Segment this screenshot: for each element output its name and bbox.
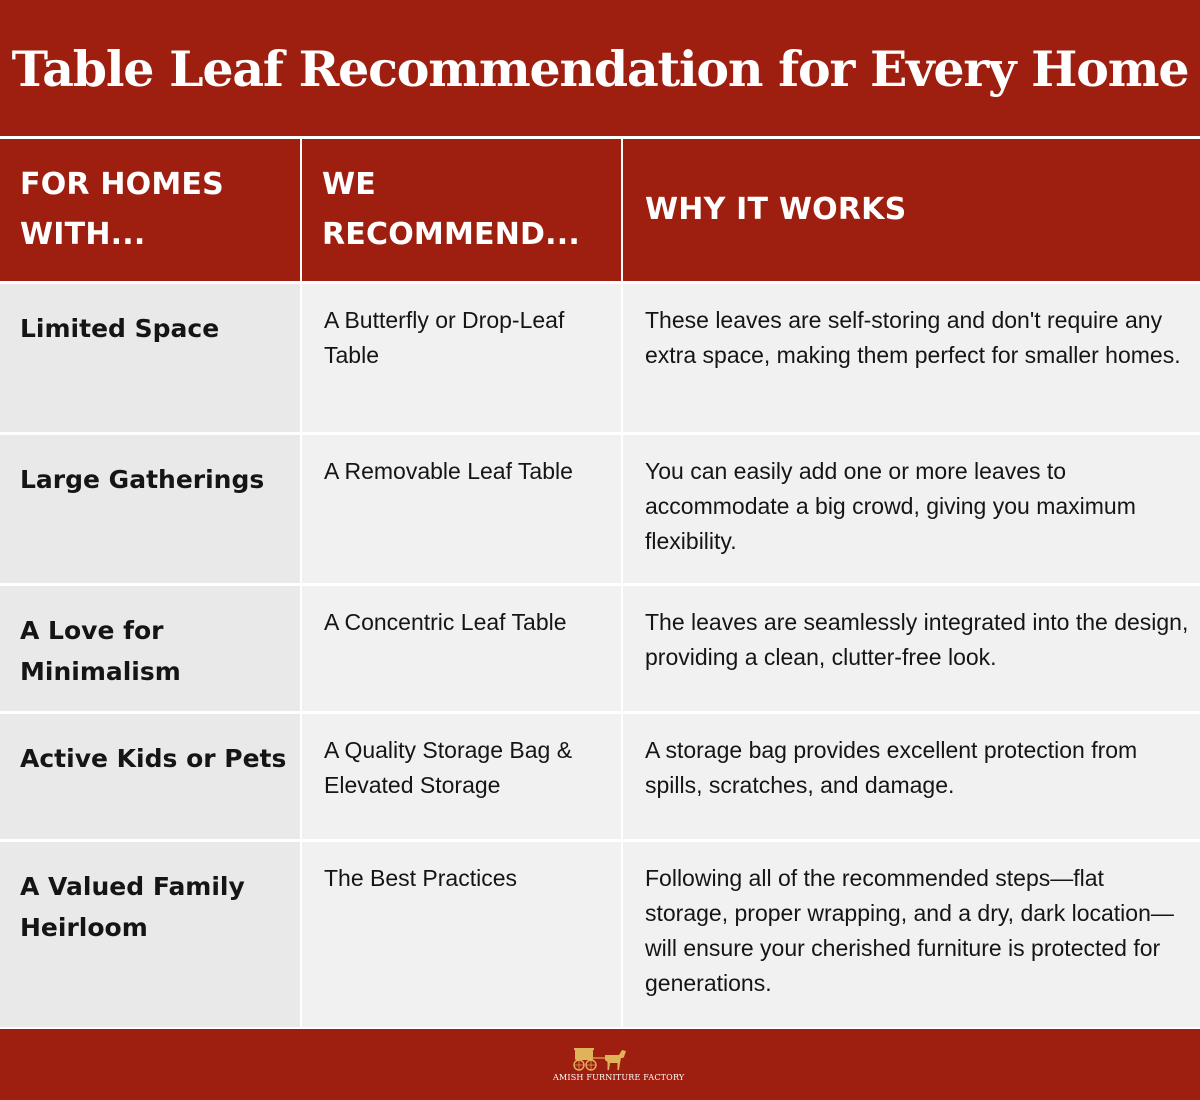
table-row-2-home: A Love for Minimalism (0, 586, 300, 711)
table-row-4-home: A Valued Family Heirloom (0, 842, 300, 1027)
footer-bar (0, 1029, 1200, 1100)
title-banner (0, 0, 1200, 136)
horse-and-buggy-icon (571, 1046, 629, 1072)
table-row-4-reason: Following all of the recommended steps—flat storage, proper wrapping, and a dry, dark location—will ensure your cherished furniture is protected for generations. (623, 842, 1200, 1027)
column-header-why-it-works: WHY IT WORKS (623, 139, 1200, 281)
column-header-we-recommend: WE RECOMMEND... (302, 139, 621, 281)
table-row-0-reason: These leaves are self-storing and don't require any extra space, making them perfect for smaller homes. (623, 284, 1200, 432)
table-row-3-home: Active Kids or Pets (0, 714, 300, 839)
table-row-0-home: Limited Space (0, 284, 300, 432)
table-row-2-reason: The leaves are seamlessly integrated into the design, providing a clean, clutter-free look. (623, 586, 1200, 711)
table-row-3-reason: A storage bag provides excellent protection from spills, scratches, and damage. (623, 714, 1200, 839)
column-header-homes-with: FOR HOMES WITH... (0, 139, 300, 281)
recommendation-table (0, 139, 1200, 1027)
table-row-0-recommendation: A Butterfly or Drop-Leaf Table (302, 284, 621, 432)
table-row-4-recommendation: The Best Practices (302, 842, 621, 1027)
table-row-1-home: Large Gatherings (0, 435, 300, 583)
table-row-2-recommendation: A Concentric Leaf Table (302, 586, 621, 711)
table-row-3-recommendation: A Quality Storage Bag & Elevated Storage (302, 714, 621, 839)
logo-wordmark: AMISH FURNITURE FACTORY (553, 1073, 685, 1082)
brand-logo[interactable] (553, 1046, 685, 1086)
page-title: Table Leaf Recommendation for Every Home (11, 40, 1189, 98)
table-row-1-reason: You can easily add one or more leaves to accommodate a big crowd, giving you maximum flexibility. (623, 435, 1200, 583)
table-row-1-recommendation: A Removable Leaf Table (302, 435, 621, 583)
